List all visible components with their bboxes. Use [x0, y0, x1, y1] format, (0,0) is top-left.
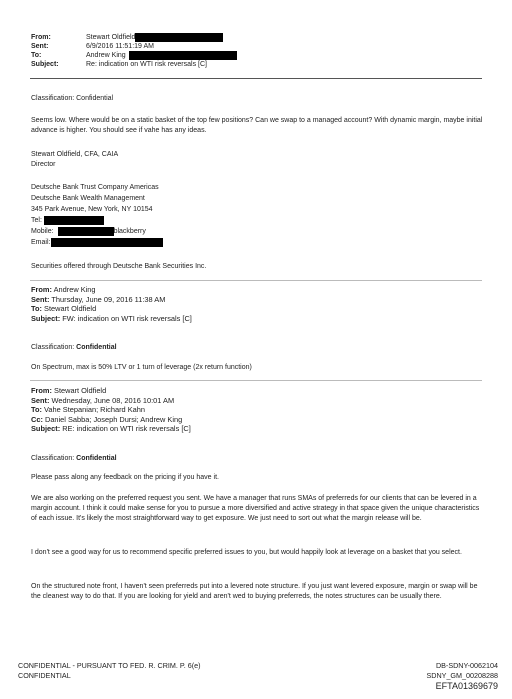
header-subject-label: Subject:	[31, 61, 59, 68]
redaction-block	[58, 227, 114, 236]
header-subject-value: Re: indication on WTI risk reversals [C]	[86, 61, 207, 68]
securities-disclaimer: Securities offered through Deutsche Bank Securities Inc.	[31, 263, 207, 270]
message-body: Seems low. Where would be on a static basket of the top few positions? Can we swap to a managed account? With dynamic margin, maybe initial advance is higher. You should see if vahe has any ideas.	[31, 117, 483, 134]
signature-email	[31, 238, 163, 249]
fwd1-body: On Spectrum, max is 50% LTV or 1 turn of leverage (2x return function)	[31, 364, 252, 371]
fwd1-header	[31, 285, 192, 323]
footer-bates-sdny: SDNY_GM_00208288	[426, 671, 498, 680]
header-sent-value: 6/9/2016 11:51:19 AM	[86, 43, 154, 50]
footer-confidential: CONFIDENTIAL	[18, 671, 71, 680]
header-to-value	[86, 51, 237, 60]
header-from-value	[86, 33, 223, 42]
fwd2-paragraph-3: I don't see a good way for us to recommend specific preferred issues to you, but would happily look at leverage on a basket that you select.	[31, 549, 462, 556]
redaction-block	[44, 216, 104, 225]
header-subject-row	[31, 60, 237, 69]
fwd2-sent: Sent: Wednesday, June 08, 2016 10:01 AM	[31, 395, 175, 405]
fwd1-to: To: Stewart Oldfield	[31, 304, 97, 313]
fwd2-subject: Subject: RE: indication on WTI risk reversals [C]	[31, 424, 191, 433]
signature-address: 345 Park Avenue, New York, NY 10154	[31, 206, 153, 213]
header-divider	[30, 78, 482, 79]
fwd2-paragraph-1: Please pass along any feedback on the pricing if you have it.	[31, 474, 219, 481]
header-sent-row	[31, 42, 237, 51]
header-to-label: To:	[31, 52, 42, 59]
footer-confidential-pursuant: CONFIDENTIAL - PURSUANT TO FED. R. CRIM. P. 6(e)	[18, 661, 201, 670]
tel-label: Tel:	[31, 217, 42, 224]
signature-mobile	[31, 227, 146, 238]
header-from-name: Stewart Oldfield	[86, 34, 136, 41]
fwd2-header	[31, 386, 191, 434]
header-to-name: Andrew King	[86, 52, 126, 59]
signature-org1: Deutsche Bank Trust Company Americas	[31, 184, 159, 191]
fwd2-classification: Classification: Confidential	[31, 455, 117, 462]
footer-left	[18, 661, 201, 681]
forward-divider-1	[30, 280, 482, 281]
fwd2-paragraph-2: We are also working on the preferred request you sent. We have a manager that runs SMAs of preferreds for our clients that can be levered in a margin account. I think it could make sense for you to pursue a more diversified and active strategy in that space given the unique characteristics of each issue. It's likely the most straightforward way to get exposure. We just need to sort out what the margin release will be.	[31, 495, 480, 522]
redaction-block	[51, 238, 163, 247]
fwd2-cc: Cc: Daniel Sabba; Joseph Dursi; Andrew King	[31, 414, 183, 424]
footer-right	[426, 661, 498, 692]
redaction-block	[129, 51, 237, 60]
classification-text: Classification: Confidential	[31, 95, 114, 102]
fwd1-subject: Subject: FW: indication on WTI risk reversals [C]	[31, 313, 192, 323]
footer-bates-efta: EFTA01369679	[435, 681, 498, 691]
forward-divider-2	[30, 380, 482, 381]
footer-bates-db: DB-SDNY-0062104	[435, 661, 498, 670]
fwd2-paragraph-4: On the structured note front, I haven't seen preferreds put into a levered note structure. If you just want levered exposure, margin or swap will be the cleanest way to do that. If you are looking for yield and aren't wed to buying preferreds, the notes structures can be usually there.	[31, 583, 478, 600]
header-sent-label: Sent:	[31, 43, 49, 50]
signature-name: Stewart Oldfield, CFA, CAIA	[31, 151, 119, 158]
email-label: Email:	[31, 239, 51, 246]
fwd1-sent: Sent: Thursday, June 09, 2016 11:38 AM	[31, 294, 166, 304]
email-header	[31, 33, 237, 69]
signature-org2: Deutsche Bank Wealth Management	[31, 195, 145, 202]
mobile-suffix: blackberry	[113, 228, 146, 235]
header-from-label: From:	[31, 34, 51, 41]
fwd1-classification: Classification: Confidential	[31, 344, 117, 351]
mobile-label: Mobile:	[31, 228, 54, 235]
signature-tel	[31, 216, 104, 227]
header-to-row	[31, 51, 237, 60]
fwd2-from: From: Stewart Oldfield	[31, 386, 107, 395]
fwd2-to: To: Vahe Stepanian; Richard Kahn	[31, 405, 145, 414]
redaction-block	[135, 33, 223, 42]
signature-title: Director	[31, 161, 56, 168]
fwd1-from: From: Andrew King	[31, 285, 96, 294]
header-from-row	[31, 33, 237, 42]
